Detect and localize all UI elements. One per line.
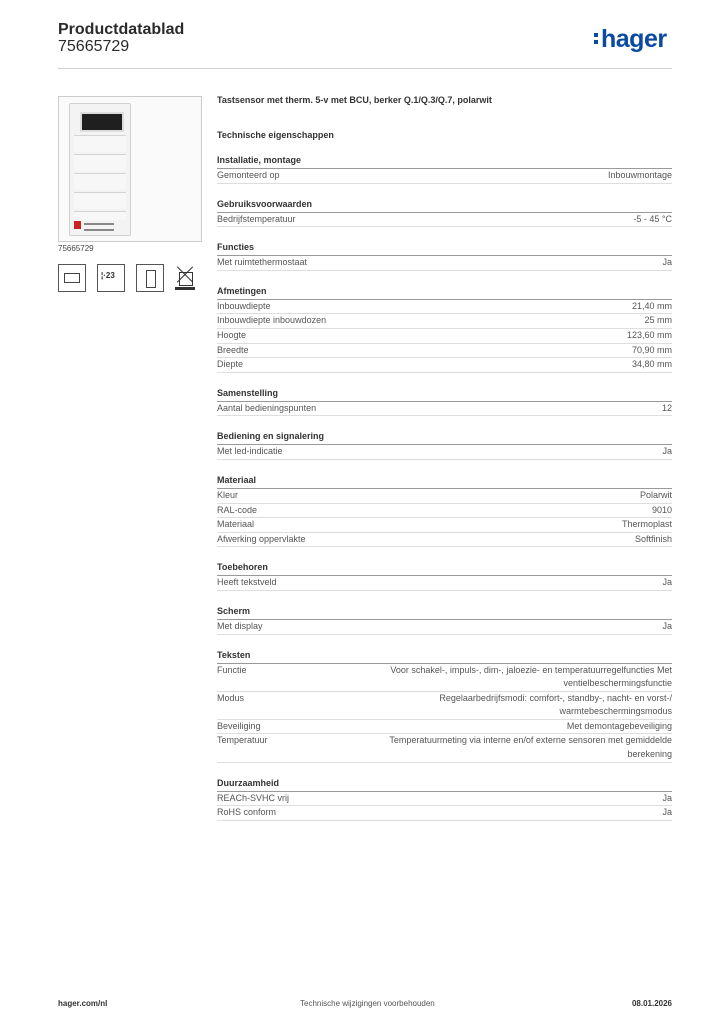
spec-value: Ja bbox=[662, 257, 672, 268]
spec-value: 34,80 mm bbox=[631, 359, 672, 370]
product-description: Tastsensor met therm. 5-v met BCU, berker Q.1/Q.3/Q.7, polarwit bbox=[217, 95, 492, 105]
spec-value: Voor schakel-, impuls-, dim-, jaloezie- en temperatuurregelfuncties Met ventielbeschermingsfunctie bbox=[390, 664, 672, 689]
spec-label: RoHS conform bbox=[217, 807, 277, 818]
section-title: Gebruiksvoorwaarden bbox=[217, 199, 672, 213]
footer-disclaimer: Technische wijzigingen voorbehouden bbox=[300, 999, 435, 1008]
spec-label: Inbouwdiepte inbouwdozen bbox=[217, 315, 327, 326]
spec-row bbox=[217, 489, 672, 504]
section-title: Samenstelling bbox=[217, 388, 672, 402]
spec-value: Ja bbox=[662, 446, 672, 457]
spec-row bbox=[217, 620, 672, 635]
spec-row bbox=[217, 169, 672, 184]
spec-section bbox=[217, 650, 672, 763]
spec-section bbox=[217, 778, 672, 821]
spec-value: Polarwit bbox=[639, 489, 672, 500]
spec-value: 12 bbox=[661, 402, 672, 413]
spec-label: Inbouwdiepte bbox=[217, 300, 271, 311]
section-title: Functies bbox=[217, 242, 672, 256]
spec-label: Beveiliging bbox=[217, 720, 261, 731]
spec-value: Ja bbox=[662, 577, 672, 588]
spec-label: Bedrijfstemperatuur bbox=[217, 213, 296, 224]
spec-row bbox=[217, 664, 672, 692]
spec-label: Gemonteerd op bbox=[217, 170, 280, 180]
page-title: Productdatablad bbox=[58, 21, 185, 38]
spec-row bbox=[217, 402, 672, 417]
spec-label: Aantal bedieningspunten bbox=[217, 402, 317, 413]
header-divider bbox=[58, 68, 672, 69]
footer-date: 08.01.2026 bbox=[631, 999, 672, 1008]
spec-label: Afwerking oppervlakte bbox=[217, 533, 306, 544]
spec-value: Met demontagebeveiliging bbox=[566, 720, 672, 731]
section-title: Teksten bbox=[217, 650, 672, 664]
spec-value: Ja bbox=[662, 792, 672, 803]
spec-label: REACh-SVHC vrij bbox=[217, 792, 290, 803]
section-title: Materiaal bbox=[217, 475, 672, 489]
spec-value: Ja bbox=[662, 807, 672, 818]
spec-row bbox=[217, 518, 672, 533]
spec-row bbox=[217, 692, 672, 720]
spec-value: Thermoplast bbox=[621, 519, 672, 530]
spec-row bbox=[217, 213, 672, 228]
spec-row bbox=[217, 734, 672, 762]
spec-row bbox=[217, 504, 672, 519]
spec-value: 70,90 mm bbox=[631, 344, 672, 355]
spec-value: Inbouwmontage bbox=[607, 170, 672, 180]
lcd-display-icon: ¦·23 bbox=[97, 264, 125, 292]
spec-row bbox=[217, 792, 672, 807]
spec-section bbox=[217, 431, 672, 460]
specs-heading: Technische eigenschappen bbox=[217, 130, 334, 140]
spec-row bbox=[217, 445, 672, 460]
display-device-icon bbox=[58, 264, 86, 292]
product-image bbox=[58, 96, 202, 242]
spec-value: Softfinish bbox=[634, 533, 672, 544]
spec-label: Temperatuur bbox=[217, 735, 268, 746]
spec-section bbox=[217, 242, 672, 271]
spec-sections bbox=[217, 155, 672, 821]
section-title: Afmetingen bbox=[217, 286, 672, 300]
spec-value: Regelaarbedrijfsmodi: comfort-, standby-, nacht- en vorst-/ warmtebeschermingsmodus bbox=[439, 692, 672, 717]
spec-label: Kleur bbox=[217, 489, 239, 500]
spec-label: Hoogte bbox=[217, 329, 247, 340]
spec-label: RAL-code bbox=[217, 504, 258, 515]
section-title: Duurzaamheid bbox=[217, 778, 672, 792]
section-title: Toebehoren bbox=[217, 562, 672, 576]
spec-value: 25 mm bbox=[644, 315, 672, 326]
spec-row bbox=[217, 806, 672, 821]
spec-label: Materiaal bbox=[217, 519, 255, 530]
spec-section bbox=[217, 475, 672, 547]
spec-value: 21,40 mm bbox=[631, 300, 672, 311]
spec-row bbox=[217, 344, 672, 359]
spec-section bbox=[217, 155, 672, 184]
spec-row bbox=[217, 533, 672, 548]
switch-symbol-icon bbox=[136, 264, 164, 292]
spec-row bbox=[217, 576, 672, 591]
spec-label: Diepte bbox=[217, 359, 244, 370]
spec-value: Temperatuurmeting via interne en/of externe sensoren met gemiddelde berekening bbox=[389, 735, 672, 760]
spec-value: -5 - 45 °C bbox=[633, 213, 672, 224]
spec-label: Heeft tekstveld bbox=[217, 577, 277, 588]
spec-label: Modus bbox=[217, 692, 245, 703]
specifications-panel bbox=[217, 95, 672, 821]
spec-section bbox=[217, 562, 672, 591]
spec-row bbox=[217, 256, 672, 271]
spec-label: Functie bbox=[217, 664, 247, 675]
spec-section bbox=[217, 388, 672, 417]
spec-row bbox=[217, 720, 672, 735]
hager-logo bbox=[594, 25, 667, 54]
section-title: Bediening en signalering bbox=[217, 431, 672, 445]
spec-value: Ja bbox=[662, 620, 672, 631]
spec-label: Met ruimtethermostaat bbox=[217, 257, 308, 268]
spec-section bbox=[217, 606, 672, 635]
spec-row bbox=[217, 300, 672, 315]
footer-website: hager.com/nl bbox=[58, 999, 108, 1008]
spec-label: Met led-indicatie bbox=[217, 446, 283, 457]
push-button-device-icon bbox=[69, 103, 131, 236]
spec-value: 9010 bbox=[651, 504, 672, 515]
spec-row bbox=[217, 329, 672, 344]
product-code: 75665729 bbox=[58, 244, 94, 253]
section-title: Scherm bbox=[217, 606, 672, 620]
section-title: Installatie, montage bbox=[217, 155, 672, 169]
logo-text: hager bbox=[601, 25, 667, 53]
spec-value: 123,60 mm bbox=[626, 329, 672, 340]
spec-label: Breedte bbox=[217, 344, 249, 355]
spec-row bbox=[217, 358, 672, 373]
spec-section bbox=[217, 199, 672, 228]
weee-bin-icon bbox=[175, 264, 195, 290]
spec-row bbox=[217, 314, 672, 329]
spec-section bbox=[217, 286, 672, 373]
product-number: 75665729 bbox=[58, 38, 130, 55]
logo-dots-icon bbox=[594, 33, 599, 47]
spec-label: Met display bbox=[217, 620, 263, 631]
